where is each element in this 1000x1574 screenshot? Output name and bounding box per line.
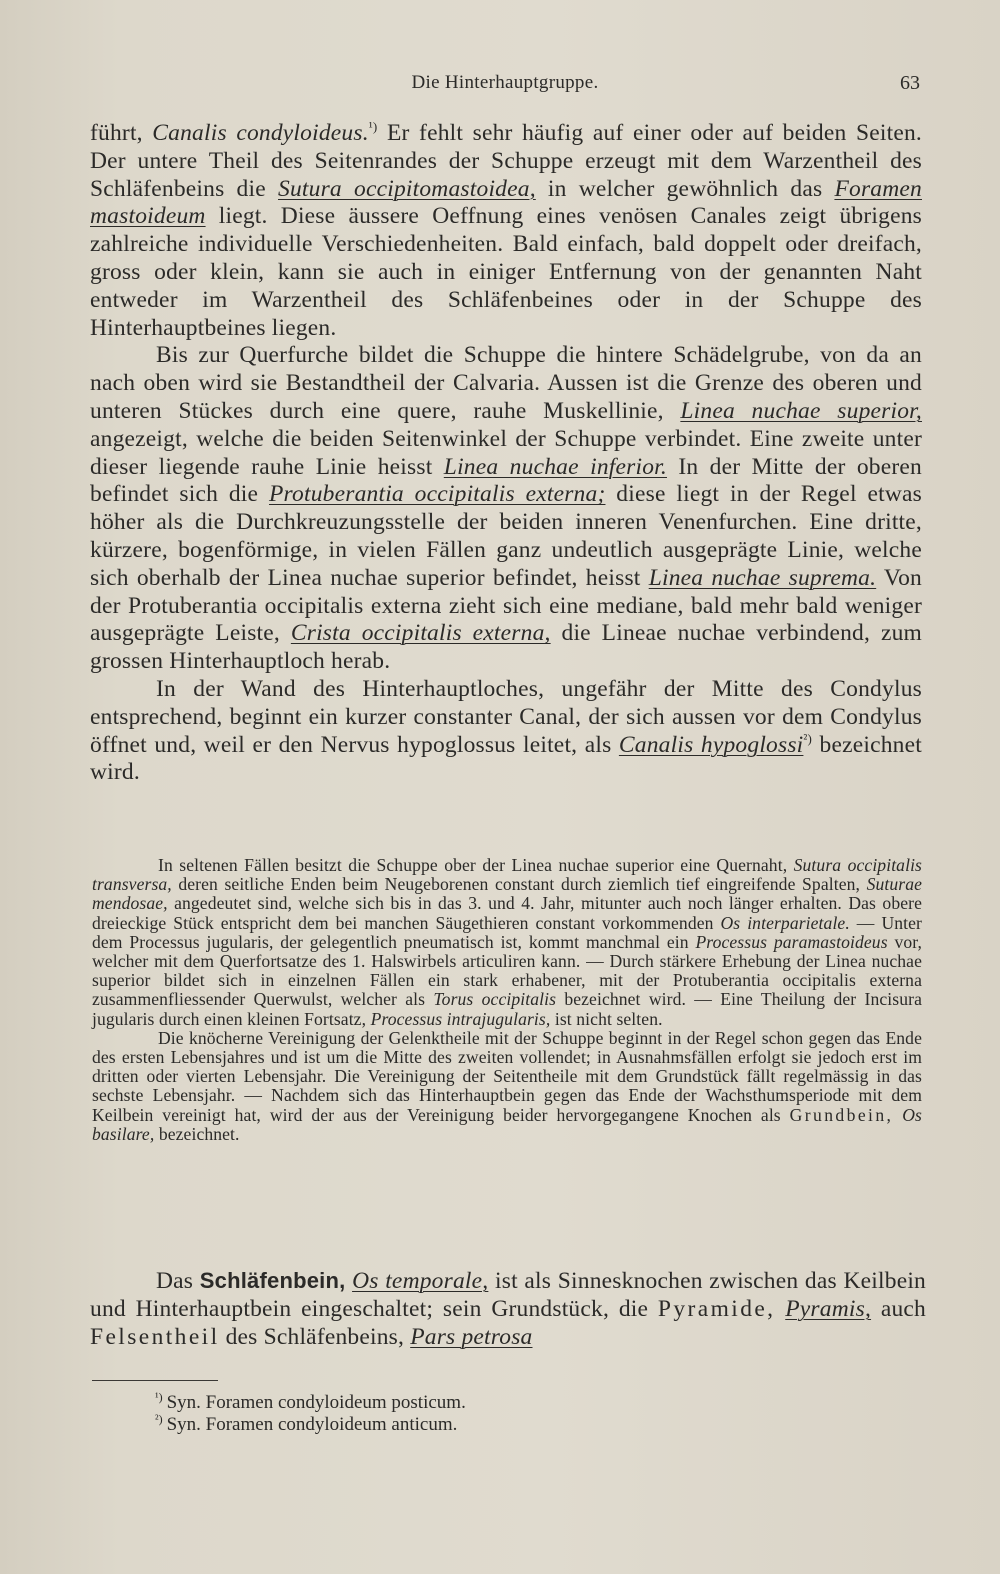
footnote-ref: ²) — [803, 730, 813, 746]
main-text — [90, 120, 922, 787]
term: Canalis condyloideus. — [152, 120, 369, 146]
term: Crista occipitalis externa, — [290, 620, 551, 647]
footnote-1: $^{^1)}$ Syn. Foramen condyloideum posticum. — [155, 1389, 466, 1413]
term: Foramen mastoideum — [90, 175, 922, 230]
term: Suturae mendosae, — [92, 874, 922, 914]
term: Os interparietale. — [720, 912, 850, 933]
running-title: Die Hinterhauptgruppe. — [411, 72, 599, 93]
heading-term: Schläfenbein, — [199, 1268, 346, 1293]
page-header — [90, 72, 920, 102]
term: Pyramis, — [785, 1295, 872, 1322]
term: Protuberantia occipitalis externa; — [268, 481, 606, 508]
term: Processus intrajugularis, — [370, 1008, 551, 1029]
page-number: 63 — [900, 72, 920, 94]
term: Linea nuchae suprema. — [648, 564, 877, 591]
paragraph: In der Wand des Hinterhauptloches, ungefähr der Mitte des Condylus entsprechend, beginnt ein kurzer constanter Canal, der sich aussen vor dem Condylus öffnet und, weil er den Nervus hypoglossus leitet, als Canalis hypoglossi$^{^2)}$ bezeichnet wird. — [90, 675, 922, 786]
term: Torus occipitalis — [433, 989, 557, 1010]
paragraph: Bis zur Querfurche bildet die Schuppe die hintere Schädelgrube, von da an nach oben wird sie Bestandtheil der Calvaria. Aussen ist die Grenze des oberen und unteren Stückes durch eine quere, rauhe Muskellinie, Linea nuchae superior, angezeigt, welche die beiden Seitenwinkel der Schuppe verbindet. Eine zweite unter dieser liegende rauhe Linie heisst Linea nuchae inferior. In der Mitte der oberen befindet sich die Protuberantia occipitalis externa; diese liegt in der Regel etwas höher als die Durchkreuzungsstelle der beiden inneren Venenfurchen. Eine dritte, kürzere, bogenförmige, in vielen Fällen ganz undeutlich ausgeprägte Linie, welche sich oberhalb der Linea nuchae superior befindet, heisst Linea nuchae suprema. Von der Protuberantia occipitalis externa zieht sich eine mediane, bald mehr bald weniger ausgeprägte Leiste, Crista occipitalis externa, die Lineae nuchae verbindend, zum grossen Hinterhauptloch herab. — [90, 342, 923, 675]
term: Processus paramastoideus — [695, 931, 888, 952]
paragraph: Die knöcherne Vereinigung der Gelenktheile mit der Schuppe beginnt in der Regel schon gegen das Ende des ersten Lebensjahres und ist um die Mitte des zweiten vollendet; in Ausnahmsfällen erfolgt sie jedoch erst im dritten oder vierten Lebensjahr. Die Vereinigung der Seitentheile mit dem Grundstück fällt regelmässig in das sechste Lebensjahr. — Nachdem sich das Hinterhauptbein gegen das Ende der Wachsthumsperiode mit dem Keilbein vereinigt hat, wird der aus der Vereinigung beider hervorgegangene Knochen als Grundbein, Os basilare, bezeichnet. — [92, 1027, 923, 1144]
term: Linea nuchae superior, — [680, 397, 922, 424]
term: Sutura occipitomastoidea, — [278, 175, 536, 202]
paragraph: In seltenen Fällen besitzt die Schuppe ober der Linea nuchae superior eine Quernaht, Sutura occipitalis transversa, deren seitliche Enden beim Neugeborenen constant durch ziemlich tief eingreifende Spalten, Suturae mendosae, angedeutet sind, welche sich bis in das 3. und 4. Jahr, mitunter auch noch länger erhalten. Das obere dreieckige Stück entspricht dem bei manchen Säugethieren constant vorkommenden Os interparietale. — Unter dem Processus jugularis, der gelegentlich pneumatisch ist, kommt manchmal ein Processus paramastoideus vor, welcher mit dem Querfortsatze des 1. Halswirbels articuliren kann. — Durch stärkere Erhebung der Linea nuchae superior bildet sich in einzelnen Fällen ein stark erhabener, mit der Protuberantia occipitalis externa zusammenfliessender Querwulst, welcher als Torus occipitalis bezeichnet wird. — Eine Theilung der Incisura jugularis durch einen kleinen Fortsatz, Processus intrajugularis, ist nicht selten. — [92, 855, 923, 1029]
footnote-ref: ¹) — [368, 119, 378, 135]
footnote-2: $^{^2)}$ Syn. Foramen condyloideum anticum. — [155, 1411, 458, 1435]
term: Canalis hypoglossi — [618, 731, 804, 758]
term: Linea nuchae inferior. — [443, 453, 667, 480]
term: Os temporale, — [352, 1268, 489, 1294]
paragraph: Das Schläfenbein, Os temporale, ist als Sinnesknochen zwischen das Keilbein und Hinterhauptbein eingeschaltet; sein Grundstück, die Pyramide, Pyramis, auch Felsentheil des Schläfenbeins, Pars petrosa — [90, 1268, 927, 1350]
term: Os basilare, — [92, 1104, 923, 1144]
term: Sutura occipitalis transversa, — [92, 855, 923, 895]
footnote-mark: ²) — [155, 1411, 163, 1426]
paragraph: führt, Canalis condyloideus.$^{^1)}$ Er fehlt sehr häufig auf einer oder auf beiden Seiten. Der untere Theil des Seitenrandes der Schuppe erzeugt mit dem Warzentheil des Schläfenbeins die Sutura occipitomastoidea, in welcher gewöhnlich das Foramen mastoideum liegt. Diese äussere Oeffnung eines venösen Canales zeigt übrigens zahlreiche individuelle Verschiedenheiten. Bald einfach, bald doppelt oder dreifach, gross oder klein, kann sie auch in einiger Entfernung von der genannten Naht entweder im Warzentheil des Schläfenbeines oder in der Schuppe des Hinterhauptbeines liegen. — [90, 119, 922, 341]
footnote-mark: ¹) — [155, 1389, 163, 1404]
term: Felsentheil — [90, 1323, 220, 1350]
term: Pars petrosa — [410, 1323, 533, 1350]
footnotes — [155, 1389, 715, 1436]
term: Grundbein, — [789, 1104, 894, 1125]
main-text-continued — [90, 1267, 926, 1351]
term: Pyramide, — [657, 1295, 776, 1322]
footnote-divider — [92, 1380, 218, 1381]
small-print-notes — [92, 856, 922, 1144]
